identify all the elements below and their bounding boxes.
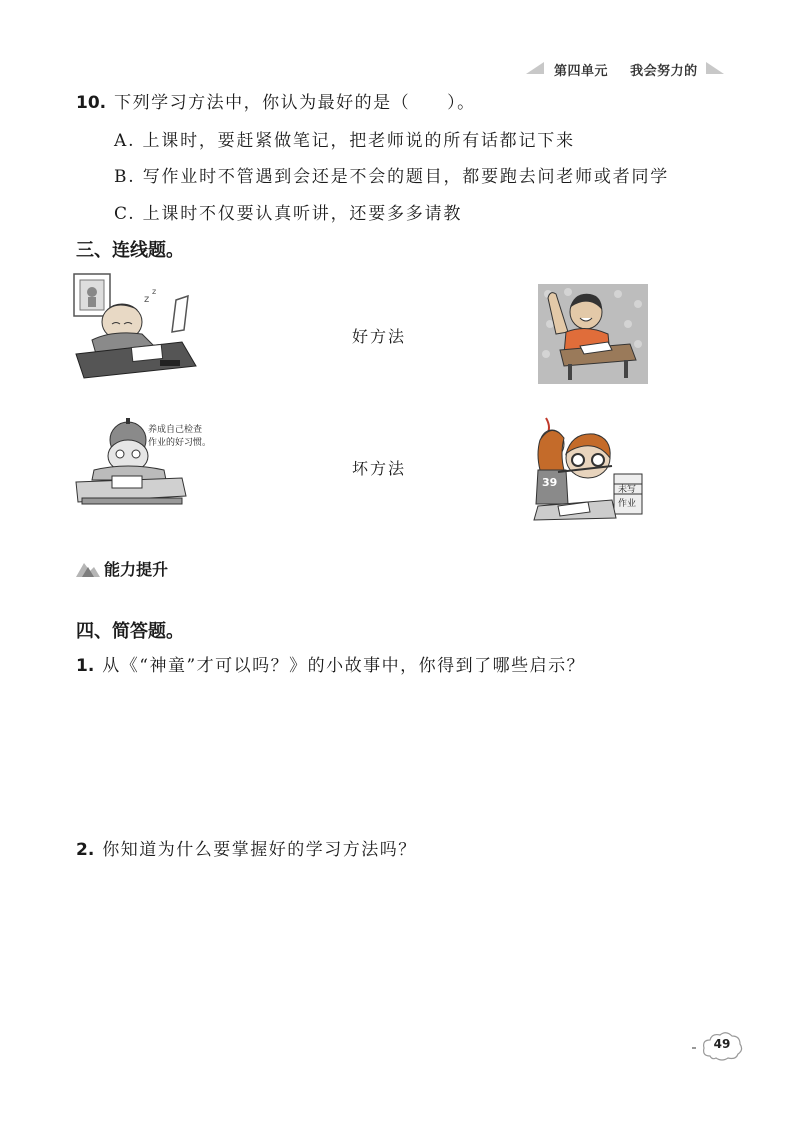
score-text: 39 [542,476,558,489]
section-4-title: 四、简答题。 [76,621,184,642]
page-header [520,56,730,82]
header-left-triangle [526,62,544,74]
label-good-method: 好方法 [352,327,407,346]
sleeping-student-illustration [72,270,200,382]
label-bad-method: 坏方法 [352,459,407,478]
option-b: B. 写作业时不管遇到会还是不会的题目，都要跑去问老师或者同学 [114,167,670,187]
section-3-title: 三、连线题。 [76,240,184,261]
short-answer-2-number: 2. [76,840,95,860]
book-label-2: 作业 [618,499,637,509]
unfinished-homework-illustration [528,414,646,522]
raising-hand-student-illustration [538,284,648,384]
option-c: C. 上课时不仅要认真听讲，还要多多请教 [114,204,463,224]
question-10 [76,88,476,113]
page-number-badge [700,1030,744,1062]
header-right-triangle [706,62,724,74]
page-number: 49 [713,1037,731,1051]
option-a: A. 上课时，要赶紧做笔记，把老师说的所有话都记下来 [114,131,575,151]
question-stem: 下列学习方法中，你认为最好的是（ ）。 [114,93,476,113]
header-unit: 第四单元 [554,64,609,79]
caption-line-1: 养成自己检查 [148,425,203,435]
short-answer-2-text: 你知道为什么要掌握好的学习方法吗？ [102,840,417,860]
ability-title: 能力提升 [104,560,169,579]
question-number: 10. [76,93,107,113]
caption-bubble [148,424,211,450]
caption-line-2: 作业的好习惯。 [148,438,212,448]
short-answer-1-number: 1. [76,656,95,676]
short-answer-2 [76,835,417,860]
book-label-1: 未写 [618,485,637,495]
page-number-dot [692,1047,696,1049]
mountain-icon [76,559,100,577]
svg-text:z: z [144,294,150,305]
svg-text:z: z [152,287,157,296]
short-answer-1 [76,651,585,676]
header-title: 我会努力的 [630,64,698,79]
short-answer-1-text: 从《“神童”才可以吗？》的小故事中，你得到了哪些启示？ [102,656,586,676]
